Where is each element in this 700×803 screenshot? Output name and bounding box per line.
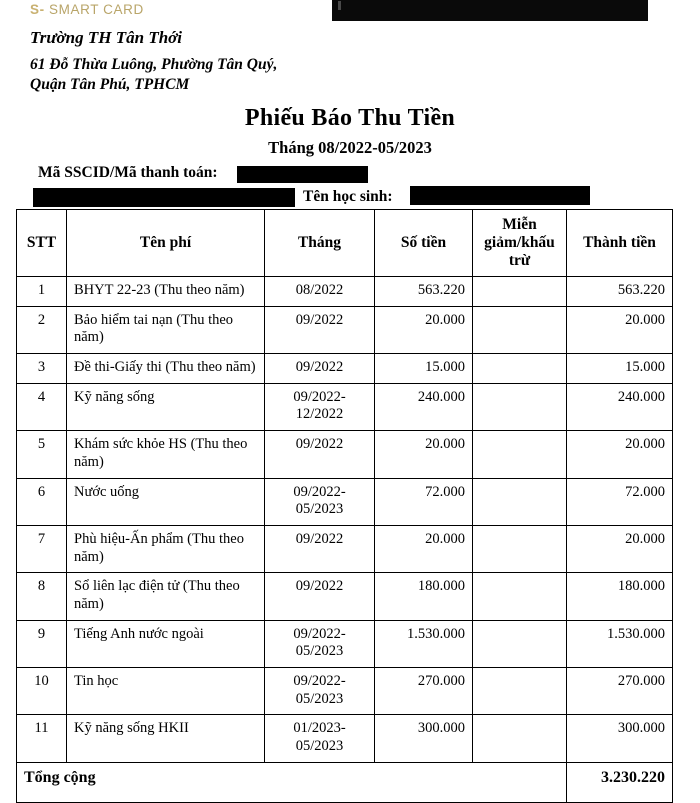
cell-stt: 11 bbox=[17, 715, 67, 762]
cell-total: 563.220 bbox=[567, 277, 673, 307]
cell-discount bbox=[473, 573, 567, 620]
cell-fee-name: Phù hiệu-Ấn phẩm (Thu theo năm) bbox=[67, 525, 265, 572]
school-address-line1: 61 Đỗ Thừa Luông, Phường Tân Quý, bbox=[30, 56, 278, 74]
school-address bbox=[30, 55, 360, 95]
cell-discount bbox=[473, 715, 567, 762]
cell-discount bbox=[473, 525, 567, 572]
fee-table-header bbox=[17, 210, 673, 277]
total-label: Tổng cộng bbox=[17, 762, 567, 802]
cell-discount bbox=[473, 478, 567, 525]
cell-total: 15.000 bbox=[567, 354, 673, 384]
table-row bbox=[17, 573, 673, 620]
cell-amount: 300.000 bbox=[375, 715, 473, 762]
cell-total: 180.000 bbox=[567, 573, 673, 620]
cell-amount: 15.000 bbox=[375, 354, 473, 384]
table-row bbox=[17, 620, 673, 667]
header-total: Thành tiền bbox=[567, 210, 673, 277]
cell-total: 20.000 bbox=[567, 306, 673, 353]
table-row bbox=[17, 354, 673, 384]
cell-total: 20.000 bbox=[567, 431, 673, 478]
cell-fee-name: Tiếng Anh nước ngoài bbox=[67, 620, 265, 667]
cell-amount: 240.000 bbox=[375, 383, 473, 430]
cell-month: 09/2022-05/2023 bbox=[265, 668, 375, 715]
sscid-label: Mã SSCID/Mã thanh toán: bbox=[38, 164, 218, 181]
cell-fee-name: BHYT 22-23 (Thu theo năm) bbox=[67, 277, 265, 307]
cell-amount: 20.000 bbox=[375, 306, 473, 353]
cell-stt: 10 bbox=[17, 668, 67, 715]
cell-fee-name: Đề thi-Giấy thi (Thu theo năm) bbox=[67, 354, 265, 384]
cell-discount bbox=[473, 383, 567, 430]
cell-stt: 5 bbox=[17, 431, 67, 478]
cell-stt: 3 bbox=[17, 354, 67, 384]
cell-month: 08/2022 bbox=[265, 277, 375, 307]
cell-stt: 8 bbox=[17, 573, 67, 620]
cell-amount: 180.000 bbox=[375, 573, 473, 620]
cell-month: 09/2022 bbox=[265, 431, 375, 478]
school-name: Trường TH Tân Thới bbox=[30, 27, 183, 47]
cell-total: 300.000 bbox=[567, 715, 673, 762]
document-period: Tháng 08/2022-05/2023 bbox=[268, 138, 432, 157]
cell-fee-name: Bảo hiểm tai nạn (Thu theo năm) bbox=[67, 306, 265, 353]
school-address-line2: Quận Tân Phú, TPHCM bbox=[30, 76, 190, 94]
cell-total: 72.000 bbox=[567, 478, 673, 525]
fee-table bbox=[16, 209, 673, 803]
table-row bbox=[17, 277, 673, 307]
header-name: Tên phí bbox=[67, 210, 265, 277]
cell-discount bbox=[473, 354, 567, 384]
cell-fee-name: Tin học bbox=[67, 668, 265, 715]
brand-logo-name: SMART CARD bbox=[44, 2, 144, 17]
document-header bbox=[30, 2, 360, 95]
cell-stt: 9 bbox=[17, 620, 67, 667]
cell-fee-name: Sổ liên lạc điện tử (Thu theo năm) bbox=[67, 573, 265, 620]
table-row bbox=[17, 478, 673, 525]
header-month: Tháng bbox=[265, 210, 375, 277]
table-row bbox=[17, 306, 673, 353]
total-value: 3.230.220 bbox=[567, 762, 673, 802]
header-stt: STT bbox=[17, 210, 67, 277]
title-block bbox=[0, 105, 700, 158]
student-value-redacted bbox=[410, 186, 590, 205]
cell-amount: 563.220 bbox=[375, 277, 473, 307]
cell-month: 09/2022-05/2023 bbox=[265, 620, 375, 667]
cell-fee-name: Kỹ năng sống HKII bbox=[67, 715, 265, 762]
table-row bbox=[17, 668, 673, 715]
student-label: Tên học sinh: bbox=[303, 188, 393, 205]
cell-total: 270.000 bbox=[567, 668, 673, 715]
table-row bbox=[17, 431, 673, 478]
cell-discount bbox=[473, 431, 567, 478]
cell-discount bbox=[473, 668, 567, 715]
class-value-redacted bbox=[33, 188, 295, 207]
cell-discount bbox=[473, 620, 567, 667]
document-title: Phiếu Báo Thu Tiền bbox=[244, 105, 456, 131]
cell-stt: 6 bbox=[17, 478, 67, 525]
cell-fee-name: Kỹ năng sống bbox=[67, 383, 265, 430]
fee-table-body bbox=[17, 277, 673, 763]
cell-amount: 72.000 bbox=[375, 478, 473, 525]
cell-amount: 1.530.000 bbox=[375, 620, 473, 667]
cell-month: 09/2022 bbox=[265, 525, 375, 572]
table-header-row bbox=[17, 210, 673, 277]
header-amount: Số tiền bbox=[375, 210, 473, 277]
cell-month: 09/2022 bbox=[265, 306, 375, 353]
table-row bbox=[17, 715, 673, 762]
cell-month: 01/2023-05/2023 bbox=[265, 715, 375, 762]
top-redaction-bar bbox=[332, 0, 648, 21]
cell-month: 09/2022 bbox=[265, 354, 375, 384]
header-discount: Miễn giảm/khấu trừ bbox=[473, 210, 567, 277]
cell-month: 09/2022-12/2022 bbox=[265, 383, 375, 430]
cell-month: 09/2022 bbox=[265, 573, 375, 620]
brand-logo-prefix: S- bbox=[30, 2, 45, 17]
cell-amount: 20.000 bbox=[375, 431, 473, 478]
cell-total: 1.530.000 bbox=[567, 620, 673, 667]
cell-amount: 20.000 bbox=[375, 525, 473, 572]
table-row bbox=[17, 525, 673, 572]
sscid-value-redacted bbox=[237, 166, 368, 183]
total-row bbox=[17, 762, 673, 802]
cell-discount bbox=[473, 277, 567, 307]
cell-total: 20.000 bbox=[567, 525, 673, 572]
cell-stt: 7 bbox=[17, 525, 67, 572]
cell-total: 240.000 bbox=[567, 383, 673, 430]
cell-fee-name: Khám sức khỏe HS (Thu theo năm) bbox=[67, 431, 265, 478]
cell-fee-name: Nước uống bbox=[67, 478, 265, 525]
cell-amount: 270.000 bbox=[375, 668, 473, 715]
table-row bbox=[17, 383, 673, 430]
cell-stt: 1 bbox=[17, 277, 67, 307]
cell-month: 09/2022-05/2023 bbox=[265, 478, 375, 525]
cell-stt: 2 bbox=[17, 306, 67, 353]
fee-table-footer bbox=[17, 762, 673, 802]
cell-stt: 4 bbox=[17, 383, 67, 430]
cell-discount bbox=[473, 306, 567, 353]
brand-logo bbox=[30, 2, 360, 19]
